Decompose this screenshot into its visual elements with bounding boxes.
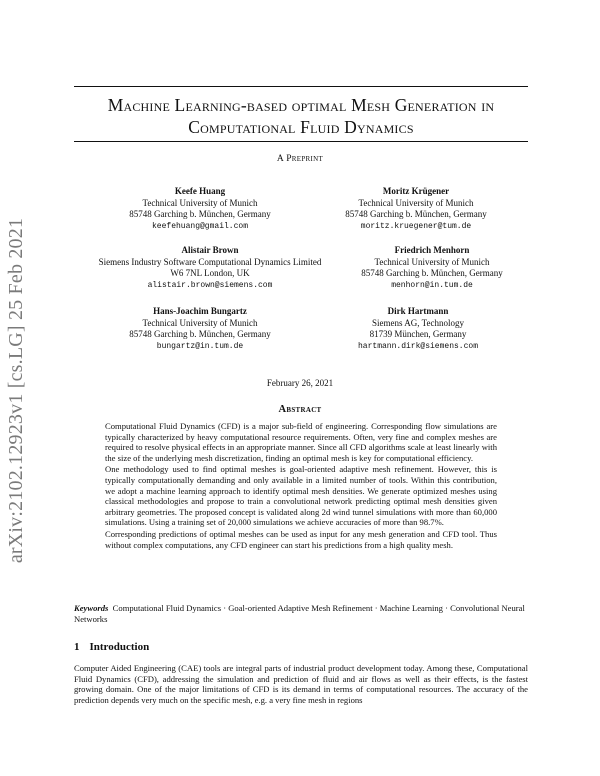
author-affiliation: Technical University of Munich (374, 256, 490, 267)
preprint-label: A Preprint (276, 154, 324, 164)
paper-title: Machine Learning-based optimal Mesh Generation in Computational Fluid Dynamics (107, 95, 495, 137)
title-rule-bottom (74, 141, 528, 142)
keywords-label: Keywords (74, 603, 109, 613)
author-address: 85748 Garching b. München, Germany (129, 209, 271, 219)
author-address: W6 7NL London, UK (170, 268, 250, 278)
author-affiliation: Siemens Industry Software Computational Dynamics Limited (98, 256, 322, 267)
keywords (74, 603, 528, 625)
author-affiliation: Technical University of Munich (142, 197, 258, 208)
author-name: Keefe Huang (174, 186, 226, 196)
author-affiliation: Technical University of Munich (358, 197, 474, 208)
author-block (80, 245, 340, 291)
author-email[interactable]: alistair.brown@siemens.com (147, 280, 273, 290)
author-name: Moritz Krügener (382, 186, 450, 196)
keywords-list: Computational Fluid Dynamics · Goal-oriented Adaptive Mesh Refinement · Machine Learning · Convolutional Neural Networks (74, 603, 525, 624)
author-block (286, 186, 546, 232)
author-email[interactable]: hartmann.dirk@siemens.com (357, 341, 479, 351)
author-address: 85748 Garching b. München, Germany (129, 329, 271, 339)
abstract-paragraph: Computational Fluid Dynamics (CFD) is a major sub-field of engineering. Corresponding flow simulations are typically characterized by heavy computational resource requirements. Often, very fine and complex meshes are required to resolve physical effects in an appropriate manner. Since all CFD algorithms scale at least linearly with the size of the underlying mesh discretization, finding an optimal mesh is key for computational efficiency. (105, 421, 497, 463)
abstract-body (105, 421, 497, 550)
author-name: Alistair Brown (181, 245, 239, 255)
publication-date: February 26, 2021 (266, 378, 334, 388)
author-name: Hans-Joachim Bungartz (153, 306, 247, 316)
arxiv-identifier-text: arXiv:2102.12923v1 [cs.LG] 25 Feb 2021 (5, 217, 28, 563)
introduction-paragraph: Computer Aided Engineering (CAE) tools are integral parts of industrial product development today. Among these, Computational Fluid Dynamics (CFD), addressing the simulation and prediction of fluid and air flows as well as their effects, is the fastest growing domain. One of the major limitations of CFD is its demand in terms of computational resources. The accuracy of the prediction depends very much on the specific mesh, e.g. a very fine mesh in regions (74, 663, 528, 705)
author-email[interactable]: menhorn@in.tum.de (391, 280, 473, 290)
abstract-heading: Abstract (278, 404, 322, 415)
section-heading (74, 641, 149, 653)
author-email[interactable]: moritz.kruegener@tum.de (360, 221, 472, 231)
title-rule-top (74, 86, 528, 87)
author-address: 85748 Garching b. München, Germany (361, 268, 503, 278)
author-block (288, 306, 548, 352)
author-name: Friedrich Menhorn (394, 245, 470, 255)
author-address: 81739 München, Germany (369, 329, 467, 339)
arxiv-identifier (2, 200, 32, 580)
author-name: Dirk Hartmann (387, 306, 449, 316)
author-affiliation: Siemens AG, Technology (372, 317, 464, 328)
author-email[interactable]: bungartz@in.tum.de (156, 341, 244, 351)
abstract-paragraph: Corresponding predictions of optimal meshes can be used as input for any mesh generation and CFD tool. Thus without complex computations, any CFD engineer can start his predictions from a high quality mesh. (105, 528, 497, 550)
section-title: Introduction (89, 641, 150, 653)
author-affiliation: Technical University of Munich (142, 317, 258, 328)
author-block (302, 245, 562, 291)
section-number: 1 (74, 641, 80, 653)
abstract-paragraph: One methodology used to find optimal meshes is goal-oriented adaptive mesh refinement. However, this is typically computationally demanding and only available in a limited number of tools. Within this contribution, we adopt a machine learning approach to identify optimal mesh densities. We generate optimized meshes using classical methodologies and propose to train a convolutional network predicting optimal mesh densities given arbitrary geometries. The proposed concept is validated along 2d wind tunnel simulations with more than 60,000 simulations. Using a training set of 20,000 simulations we achieve accuracies of more than 98.7%. (105, 464, 497, 528)
author-email[interactable]: keefehuang@gmail.com (151, 221, 248, 231)
author-address: 85748 Garching b. München, Germany (345, 209, 487, 219)
